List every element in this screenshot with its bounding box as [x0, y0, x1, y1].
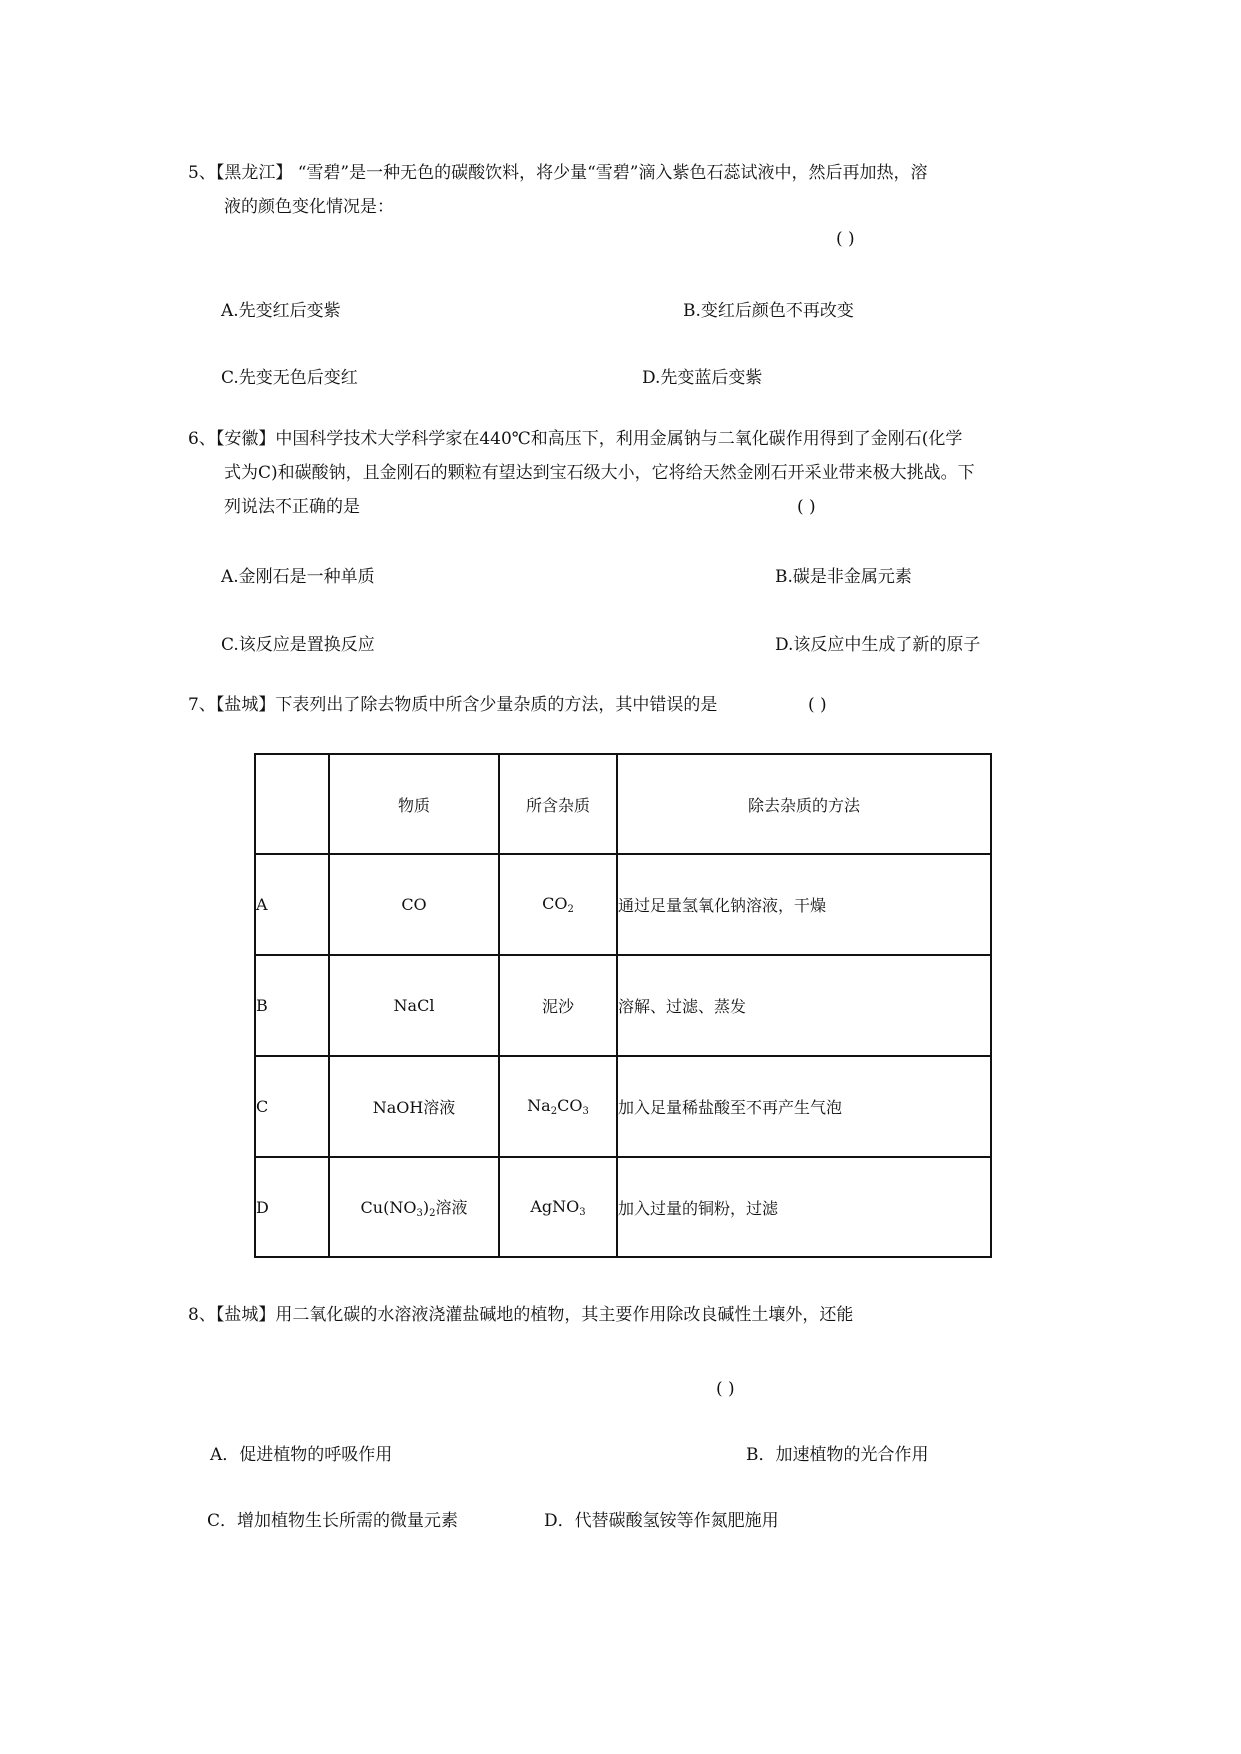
header-cell-substance: 物质	[329, 754, 499, 854]
q7-answer-blank: ( )	[808, 695, 827, 715]
substance-cell: $Cu(NO_3)_2$溶液	[329, 1157, 499, 1257]
q5-answer-blank: ( )	[836, 229, 855, 249]
substance-cell: NaCl	[329, 955, 499, 1056]
q5-option-d: D.先变蓝后变紫	[642, 368, 763, 388]
q6-option-d: D.该反应中生成了新的原子	[775, 635, 981, 655]
q8-option-b: B．加速植物的光合作用	[746, 1445, 929, 1465]
q6-answer-blank: ( )	[797, 497, 816, 517]
q6-option-c: C.该反应是置换反应	[221, 635, 375, 655]
method-cell: 加入过量的铜粉，过滤	[617, 1157, 991, 1257]
q8-option-d: D．代替碳酸氢铵等作氮肥施用	[544, 1511, 779, 1531]
q6-option-a: A.金刚石是一种单质	[221, 567, 375, 587]
table-row	[255, 1157, 991, 1257]
method-cell: 溶解、过滤、蒸发	[617, 955, 991, 1056]
row-label: A	[255, 854, 329, 955]
row-label: B	[255, 955, 329, 1056]
impurity-cell: AgNO$_3$	[499, 1157, 617, 1257]
q7-stem-line1: 7、【盐城】下表列出了除去物质中所含少量杂质的方法，其中错误的是	[188, 695, 718, 715]
q6-stem-line3: 列说法不正确的是	[224, 497, 360, 517]
q6-stem-line1: 6、【安徽】中国科学技术大学科学家在440℃和高压下，利用金属钠与二氧化碳作用得到了金刚石(化学	[188, 429, 963, 449]
q6-option-b: B.碳是非金属元素	[775, 567, 912, 587]
q8-option-c: C．增加植物生长所需的微量元素	[207, 1511, 459, 1531]
q8-answer-blank: ( )	[716, 1379, 735, 1399]
table-header-row	[255, 754, 991, 854]
method-cell: 通过足量氢氧化钠溶液，干燥	[617, 854, 991, 955]
table-row	[255, 955, 991, 1056]
q8-option-a: A．促进植物的呼吸作用	[210, 1445, 393, 1465]
table-row	[255, 1056, 991, 1157]
q6-stem-line2: 式为C)和碳酸钠，且金刚石的颗粒有望达到宝石级大小，它将给天然金刚石开采业带来极大挑战。下	[224, 463, 975, 483]
q5-option-b: B.变红后颜色不再改变	[683, 301, 854, 321]
impurity-removal-table	[254, 753, 992, 1258]
q5-stem-line2: 液的颜色变化情况是：	[224, 197, 394, 217]
table-row	[255, 854, 991, 955]
method-cell: 加入足量稀盐酸至不再产生气泡	[617, 1056, 991, 1157]
impurity-cell: $Na_2CO_3$	[499, 1056, 617, 1157]
q5-stem-line1: 5、【黑龙江】 “雪碧”是一种无色的碳酸饮料，将少量“雪碧”滴入紫色石蕊试液中，然后再加热，溶	[188, 163, 928, 183]
header-cell-method: 除去杂质的方法	[617, 754, 991, 854]
row-label: D	[255, 1157, 329, 1257]
impurity-cell: $CO_2$	[499, 854, 617, 955]
substance-cell: NaOH溶液	[329, 1056, 499, 1157]
header-cell-blank	[255, 754, 329, 854]
q5-option-a: A.先变红后变紫	[221, 301, 341, 321]
row-label: C	[255, 1056, 329, 1157]
q5-option-c: C.先变无色后变红	[221, 368, 358, 388]
q8-stem-line1: 8、【盐城】用二氧化碳的水溶液浇灌盐碱地的植物，其主要作用除改良碱性土壤外，还能	[188, 1305, 854, 1325]
impurity-cell: 泥沙	[499, 955, 617, 1056]
substance-cell: CO	[329, 854, 499, 955]
header-cell-impurity: 所含杂质	[499, 754, 617, 854]
